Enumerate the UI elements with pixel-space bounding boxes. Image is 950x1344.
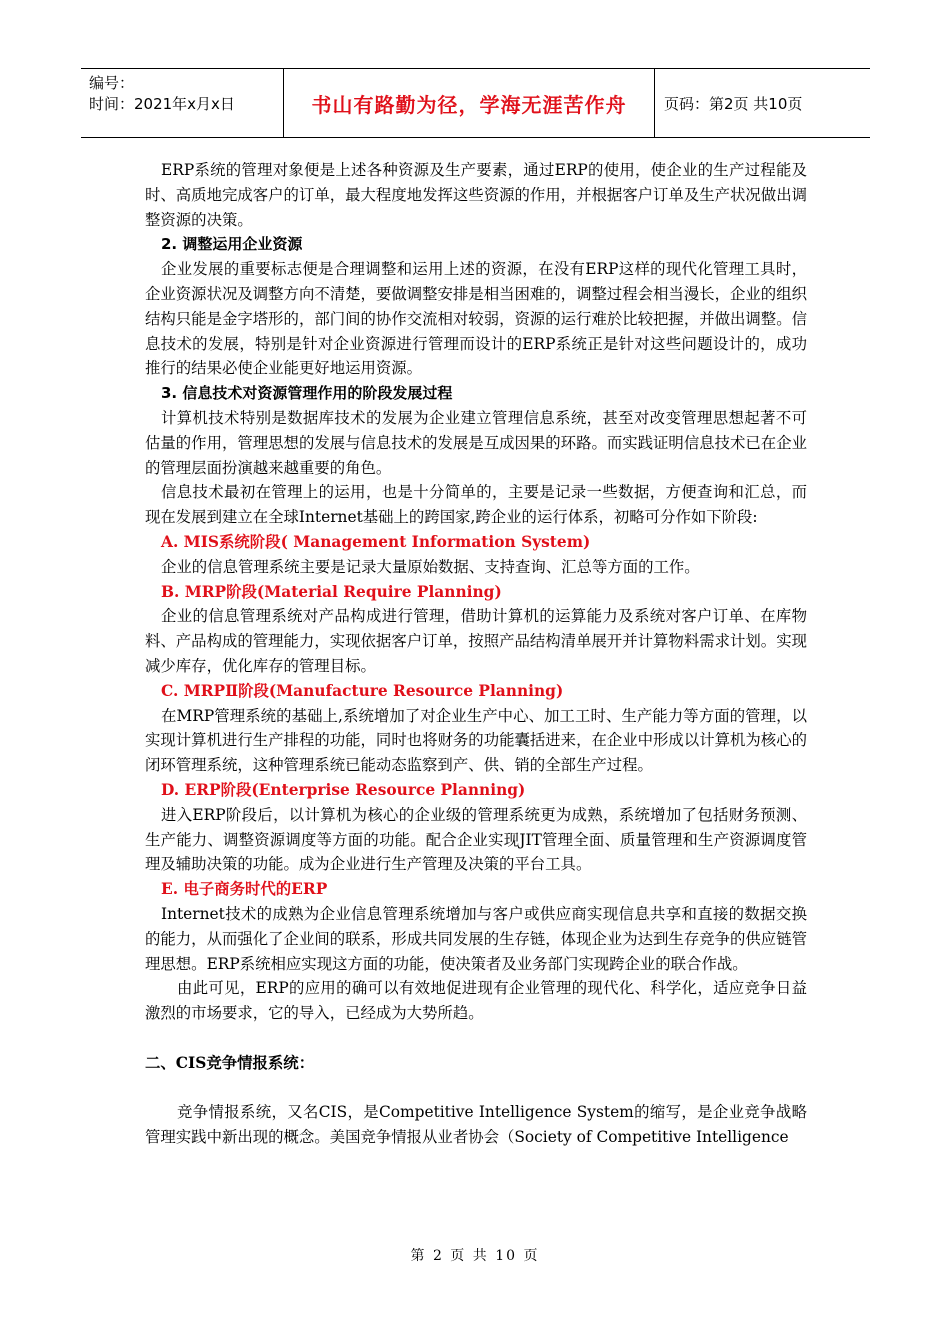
stage-heading: C. MRPⅡ阶段(Manufacture Resource Planning): [161, 681, 564, 700]
header-number: 编号：: [89, 74, 135, 92]
paragraph: 计算机技术特别是数据库技术的发展为企业建立管理信息系统，甚至对改变管理思想起著不可估量的作用，管理思想的发展与信息技术的发展是互成因果的环路。而实践证明信息技术已在企业的管理层面扮演越来越重要的角色。: [145, 408, 807, 477]
paragraph: 企业发展的重要标志便是合理调整和运用上述的资源，在没有ERP这样的现代化管理工具时，企业资源状况及调整方向不清楚，要做调整安排是相当困难的，调整过程会相当漫长，企业的组织结构只能是金字塔形的，部门间的协作交流相对较弱，资源的运行难於比较把握，并做出调整。信息技术的发展，特别是针对企业资源进行管理而设计的ERP系统正是针对这些问题设计的，成功推行的结果必使企业能更好地运用资源。: [145, 260, 807, 378]
header-motto: 书山有路勤为径，学海无涯苦作舟: [283, 69, 655, 137]
stage-heading: D. ERP阶段(Enterprise Resource Planning): [161, 780, 526, 799]
paragraph: 企业的信息管理系统对产品构成进行管理，借助计算机的运算能力及系统对客户订单、在库物料、产品构成的管理能力，实现依据客户订单，按照产品结构清单展开并计算物料需求计划。实现减少库存，优化库存的管理目标。: [145, 607, 807, 675]
paragraph: ERP系统的管理对象便是上述各种资源及生产要素，通过ERP的使用，使企业的生产过程能及时、高质地完成客户的订单，最大程度地发挥这些资源的作用，并根据客户订单及生产状况做出调整资源的决策。: [145, 161, 807, 229]
spacer: [145, 1075, 807, 1100]
header-page-code: 页码：第2页 共10页: [664, 94, 803, 113]
spacer: [145, 1026, 807, 1051]
stage-heading: E. 电子商务时代的ERP: [161, 880, 328, 899]
paragraph: 竞争情报系统，又名CIS，是Competitive Intelligence System的缩写，是企业竞争战略管理实践中新出现的概念。美国竞争情报从业者协会（Society of Competitive Intelligence: [145, 1103, 807, 1147]
paragraph: 在MRP管理系统的基础上,系统增加了对企业生产中心、加工工时、生产能力等方面的管理，以实现计算机进行生产排程的功能，同时也将财务的功能囊括进来，在企业中形成以计算机为核心的闭环管理系统，这种管理系统已能动态监察到产、供、销的全部生产过程。: [145, 706, 807, 775]
paragraph: 企业的信息管理系统主要是记录大量原始数据、支持查询、汇总等方面的工作。: [161, 557, 700, 576]
subheading: 2. 调整运用企业资源: [161, 235, 303, 254]
stage-heading: B. MRP阶段(Material Require Planning): [161, 582, 502, 601]
paragraph: 由此可见，ERP的应用的确可以有效地促进现有企业管理的现代化、科学化，适应竞争日益激烈的市场要求，它的导入，已经成为大势所趋。: [145, 979, 807, 1023]
page-footer: 第 2 页 共 10 页: [410, 1248, 540, 1264]
section-heading: 二、CIS竞争情报系统：: [145, 1053, 315, 1072]
page-header: [81, 68, 870, 138]
header-meta: [81, 69, 283, 137]
paragraph: Internet技术的成熟为企业信息管理系统增加与客户或供应商实现信息共享和直接的数据交换的能力，从而强化了企业间的联系，形成共同发展的生存链，体现企业为达到生存竞争的供应链管理思想。ERP系统相应实现这方面的功能，使决策者及业务部门实现跨企业的联合作战。: [145, 904, 807, 973]
header-time: 时间：2021年x月x日: [89, 95, 235, 113]
paragraph: 进入ERP阶段后，以计算机为核心的企业级的管理系统更为成熟，系统增加了包括财务预测、生产能力、调整资源调度等方面的功能。配合企业实现JIT管理全面、质量管理和生产资源调度管理及辅助决策的功能。成为企业进行生产管理及决策的平台工具。: [145, 805, 807, 874]
subheading: 3. 信息技术对资源管理作用的阶段发展过程: [161, 384, 453, 403]
document-body: [145, 158, 807, 1150]
stage-heading: A. MIS系统阶段( Management Information System): [161, 532, 591, 551]
paragraph: 信息技术最初在管理上的运用，也是十分简单的，主要是记录一些数据，方便查询和汇总，而现在发展到建立在全球Internet基础上的跨国家,跨企业的运行体系，初略可分作如下阶段:: [145, 483, 807, 527]
